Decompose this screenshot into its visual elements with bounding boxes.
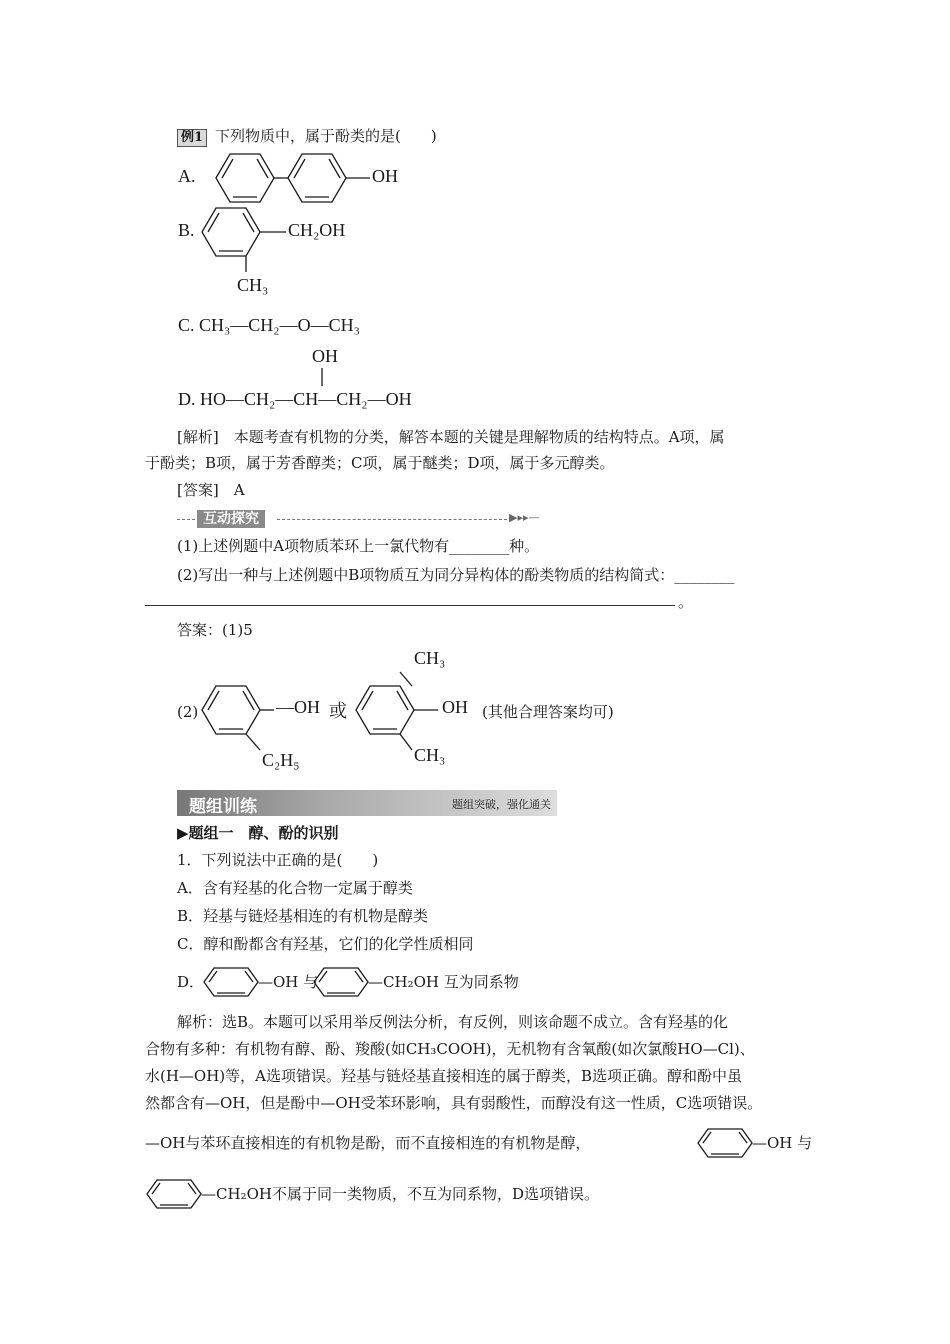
answer-oh-1: —OH bbox=[276, 697, 320, 717]
option-d-formula: HO—CH₂—CH—CH₂—OH bbox=[200, 389, 412, 409]
option-b-ch2oh: CH₂OH bbox=[288, 220, 346, 240]
training-opt-d-label: D． bbox=[177, 973, 205, 991]
answer-note: (其他合理答案均可) bbox=[482, 703, 614, 721]
benzene-ring-icon bbox=[147, 1180, 201, 1208]
benzene-ring-icon bbox=[698, 1129, 752, 1157]
interactive-title: 互动探究 bbox=[197, 510, 265, 528]
group-title: ▶题组一 醇、酚的识别 bbox=[177, 824, 339, 842]
benzene-ring-icon bbox=[288, 154, 346, 202]
answer-ch3-bottom: CH₃ bbox=[414, 745, 446, 765]
option-b-label: B. bbox=[178, 220, 195, 240]
training-banner bbox=[177, 790, 557, 816]
explanation-line-6: —CH₂OH不属于同一类物质，不互为同系物，D选项错误。 bbox=[201, 1185, 599, 1203]
analysis-line-1: [解析] 本题考查有机物的分类，解答本题的关键是理解物质的结构特点。A项，属 bbox=[177, 428, 725, 446]
answer-oh-2: OH bbox=[442, 697, 468, 717]
answer-blank-line bbox=[145, 605, 675, 606]
explanation-line-1: 解析：选B。本题可以采用举反例法分析，有反例，则该命题不成立。含有羟基的化 bbox=[177, 1013, 729, 1031]
interactive-header bbox=[177, 510, 557, 530]
option-c-label: C. bbox=[178, 315, 195, 335]
explanation-line-3: 水(H—OH)等，A选项错误。羟基与链烃基直接相连的属于醇类，B选项正确。醇和酚中虽 bbox=[145, 1067, 743, 1085]
example-question bbox=[177, 126, 437, 147]
biphenyl-structure bbox=[200, 152, 380, 204]
benzene-ring-icon bbox=[202, 208, 260, 256]
option-d bbox=[178, 389, 412, 410]
interactive-q2: (2)写出一种与上述例题中B项物质互为同分异构体的酚类物质的结构简式：________ bbox=[177, 566, 735, 584]
training-opt-d-ch2oh: —CH₂OH 互为同系物 bbox=[368, 973, 519, 991]
option-c bbox=[178, 315, 360, 336]
option-d-bond bbox=[320, 368, 324, 388]
analysis-line-2: 于酚类；B项，属于芳香醇类；C项，属于醚类；D项，属于多元醇类。 bbox=[145, 454, 615, 472]
benzene-ring-icon bbox=[216, 154, 274, 202]
training-q1: 1．下列说法中正确的是( ) bbox=[177, 851, 379, 869]
benzene-ring-icon bbox=[202, 686, 260, 734]
interactive-answer: 答案：(1)5 bbox=[177, 621, 253, 639]
explanation-line-4: 然都含有—OH，但是酚中—OH受苯环影响，具有弱酸性，而醇没有这一性质，C选项错误。 bbox=[145, 1094, 763, 1112]
answer: [答案] A bbox=[177, 481, 245, 499]
training-opt-a: A．含有羟基的化合物一定属于醇类 bbox=[177, 879, 413, 897]
benzene-ring-icon bbox=[356, 686, 414, 734]
option-a-oh: OH bbox=[372, 166, 398, 186]
arrow-icon: ▶▸▸— bbox=[509, 511, 540, 524]
interactive-q2-end: 。 bbox=[678, 593, 694, 611]
example-badge: 例1 bbox=[177, 129, 207, 147]
training-banner-right: 题组突破，强化通关 bbox=[452, 798, 551, 811]
option-d-top-oh: OH bbox=[312, 346, 338, 366]
training-opt-d-oh: —OH 与 bbox=[258, 973, 319, 991]
training-opt-b: B．羟基与链烃基相连的有机物是醇类 bbox=[177, 907, 429, 925]
option-d-label: D. bbox=[178, 389, 196, 409]
ethylphenol-structure bbox=[200, 684, 300, 754]
explanation-line-5: —OH与苯环直接相连的有机物是酚，而不直接相连的有机物是醇， bbox=[145, 1134, 591, 1152]
benzene-ring-icon bbox=[314, 968, 368, 996]
option-a-label: A. bbox=[178, 166, 196, 186]
answer-ch3-top: CH₃ bbox=[414, 648, 446, 668]
answer-c2h5: C₂H₅ bbox=[262, 750, 300, 770]
explanation-line-5-oh: —OH 与 bbox=[752, 1134, 813, 1152]
benzene-ring-icon bbox=[204, 968, 258, 996]
training-banner-title: 题组训练 bbox=[189, 797, 257, 817]
interactive-q1: (1)上述例题中A项物质苯环上一氯代物有________种。 bbox=[177, 537, 540, 555]
answer2-label: (2) bbox=[177, 703, 199, 721]
explanation-line-2: 合物有多种：有机物有醇、酚、羧酸(如CH₃COOH)，无机物有含氧酸(如次氯酸HO—Cl)、 bbox=[145, 1040, 755, 1058]
training-opt-c: C．醇和酚都含有羟基，它们的化学性质相同 bbox=[177, 935, 474, 953]
methylbenzyl-structure bbox=[200, 206, 300, 276]
option-b-ch3: CH₃ bbox=[237, 275, 269, 295]
example-question-text: 下列物质中，属于酚类的是( ) bbox=[215, 127, 437, 145]
answer-or: 或 bbox=[329, 701, 347, 721]
option-c-formula: CH₃—CH₂—O—CH₃ bbox=[199, 315, 360, 335]
